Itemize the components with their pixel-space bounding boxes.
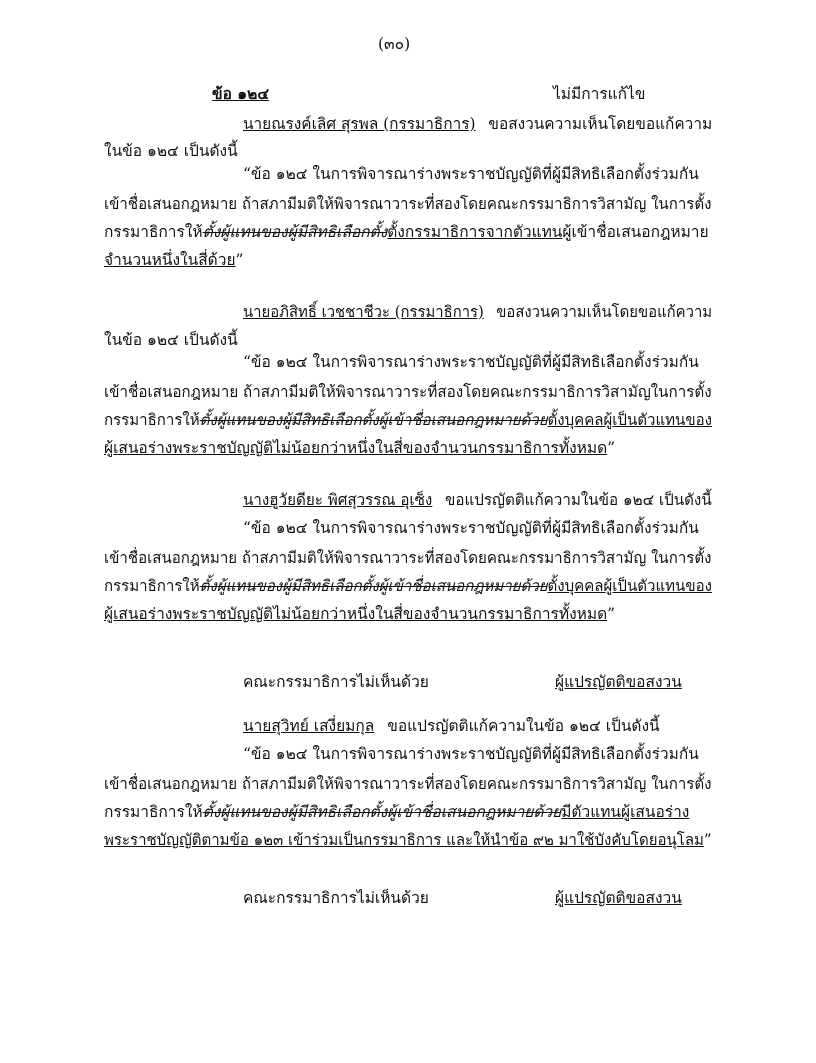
amendment-text-line	[104, 802, 689, 822]
struck-text: ตั้งผู้แทนของผู้มีสิทธิเลือกตั้งผู้เข้าชื่อเสนอกฎหมายด้วย	[202, 803, 562, 821]
amendment-text-line: “ข้อ ๑๒๔ ในการพิจารณาร่างพระราชบัญญัติที่ผู้มีสิทธิเลือกตั้งร่วมกัน	[243, 519, 699, 537]
amendment-text-line	[104, 576, 712, 596]
amendment-intro	[243, 490, 712, 510]
inserted-text: จำนวนหนึ่งในสี่ด้วย	[104, 251, 236, 269]
page-number: (๓๐)	[378, 35, 411, 53]
struck-text: ตั้งผู้แทนของผู้มีสิทธิเลือกตั้ง	[202, 223, 388, 241]
reservation-status: ผู้แปรญัตติขอสงวน	[555, 673, 682, 691]
amendment-text-line	[104, 604, 615, 624]
amendment-text-line: เข้าชื่อเสนอกฎหมาย ถ้าสภามีมติให้พิจารณาวาระที่สองโดยคณะกรรมาธิการวิสามัญ ในการตั้ง	[104, 549, 712, 567]
closing-quote: ”	[703, 831, 712, 849]
text-segment: กรรมาธิการให้	[104, 223, 203, 241]
proposer-name: นายณรงค์เลิศ สุรพล (กรรมาธิการ)	[243, 115, 476, 133]
reservation-status: ผู้แปรญัตติขอสงวน	[555, 889, 682, 907]
closing-quote: ”	[235, 251, 244, 269]
intro-text: ขอสงวนความเห็นโดยขอแก้ความ	[488, 115, 713, 133]
amendment-text-line: “ข้อ ๑๒๔ ในการพิจารณาร่างพระราชบัญญัติที่ผู้มีสิทธิเลือกตั้งร่วมกัน	[243, 353, 699, 371]
text-segment: กรรมาธิการให้	[104, 577, 200, 595]
intro-text: ขอสงวนความเห็นโดยขอแก้ความ	[496, 303, 713, 321]
amendment-text-line: “ข้อ ๑๒๔ ในการพิจารณาร่างพระราชบัญญัติที่ผู้มีสิทธิเลือกตั้งร่วมกัน	[243, 165, 699, 183]
intro-continuation: ในข้อ ๑๒๔ เป็นดังนี้	[104, 331, 238, 349]
intro-continuation: ในข้อ ๑๒๔ เป็นดังนี้	[104, 142, 238, 160]
inserted-text: ตั้งบุคคลผู้เป็นตัวแทนของ	[547, 577, 712, 595]
text-segment: ผู้เข้าชื่อเสนอกฎหมาย	[562, 223, 709, 241]
section-heading: ข้อ ๑๒๔	[212, 84, 270, 103]
struck-text: ตั้งผู้แทนของผู้มีสิทธิเลือกตั้งผู้เข้าชื่อเสนอกฎหมายด้วย	[199, 577, 548, 595]
committee-opinion: คณะกรรมาธิการไม่เห็นด้วย	[243, 673, 429, 691]
amendment-text-line	[104, 438, 615, 458]
amendment-intro	[243, 716, 660, 736]
amendment-text-line	[104, 830, 712, 850]
proposer-name: นางฮูวัยดียะ พิศสุวรรณ อุเซ็ง	[243, 491, 433, 509]
struck-text: ตั้งผู้แทนของผู้มีสิทธิเลือกตั้งผู้เข้าชื่อเสนอกฎหมายด้วย	[199, 411, 548, 429]
closing-quote: ”	[607, 605, 616, 623]
amendment-intro	[243, 114, 712, 134]
amendment-text-line: เข้าชื่อเสนอกฎหมาย ถ้าสภามีมติให้พิจารณาวาระที่สองโดยคณะกรรมาธิการวิสามัญ ในการตั้ง	[104, 775, 712, 793]
amendment-text-line	[104, 250, 243, 270]
amendment-text-line	[104, 410, 712, 430]
inserted-text: มีตัวแทนผู้เสนอร่าง	[561, 803, 690, 821]
proposer-name: นายอภิสิทธิ์ เวชชาชีวะ (กรรมาธิการ)	[243, 303, 484, 321]
proposer-name: นายสุวิทย์ เสงี่ยมกุล	[243, 717, 375, 735]
inserted-text: ผู้เสนอร่างพระราชบัญญัติไม่น้อยกว่าหนึ่งในสี่ของจำนวนกรรมาธิการทั้งหมด	[104, 605, 608, 623]
amendment-text-line: เข้าชื่อเสนอกฎหมาย ถ้าสภามีมติให้พิจารณาวาระที่สองโดยคณะกรรมาธิการวิสามัญในการตั้ง	[104, 383, 712, 401]
text-segment: กรรมาธิการให้	[104, 803, 203, 821]
intro-text: ขอแปรญัตติแก้ความในข้อ ๑๒๔ เป็นดังนี้	[444, 491, 712, 509]
amendment-text-line	[104, 222, 709, 242]
amendment-text-line: เข้าชื่อเสนอกฎหมาย ถ้าสภามีมติให้พิจารณาวาระที่สองโดยคณะกรรมาธิการวิสามัญ ในการตั้ง	[104, 195, 712, 213]
amendment-text-line: “ข้อ ๑๒๔ ในการพิจารณาร่างพระราชบัญญัติที่ผู้มีสิทธิเลือกตั้งร่วมกัน	[243, 745, 699, 763]
inserted-text: ผู้เสนอร่างพระราชบัญญัติไม่น้อยกว่าหนึ่งในสี่ของจำนวนกรรมาธิการทั้งหมด	[104, 439, 608, 457]
inserted-text: ตั้งกรรมาธิการจากตัวแทน	[387, 223, 563, 241]
inserted-text: ตั้งบุคคลผู้เป็นตัวแทนของ	[547, 411, 712, 429]
inserted-text: พระราชบัญญัติตามข้อ ๑๒๓ เข้าร่วมเป็นกรรมาธิการ และให้นำข้อ ๙๒ มาใช้บังคับโดยอนุโลม	[104, 831, 704, 849]
section-status: ไม่มีการแก้ไข	[553, 85, 646, 103]
committee-opinion: คณะกรรมาธิการไม่เห็นด้วย	[243, 889, 429, 907]
amendment-intro	[243, 302, 712, 322]
intro-text: ขอแปรญัตติแก้ความในข้อ ๑๒๔ เป็นดังนี้	[387, 717, 660, 735]
text-segment: กรรมาธิการให้	[104, 411, 200, 429]
closing-quote: ”	[607, 439, 616, 457]
